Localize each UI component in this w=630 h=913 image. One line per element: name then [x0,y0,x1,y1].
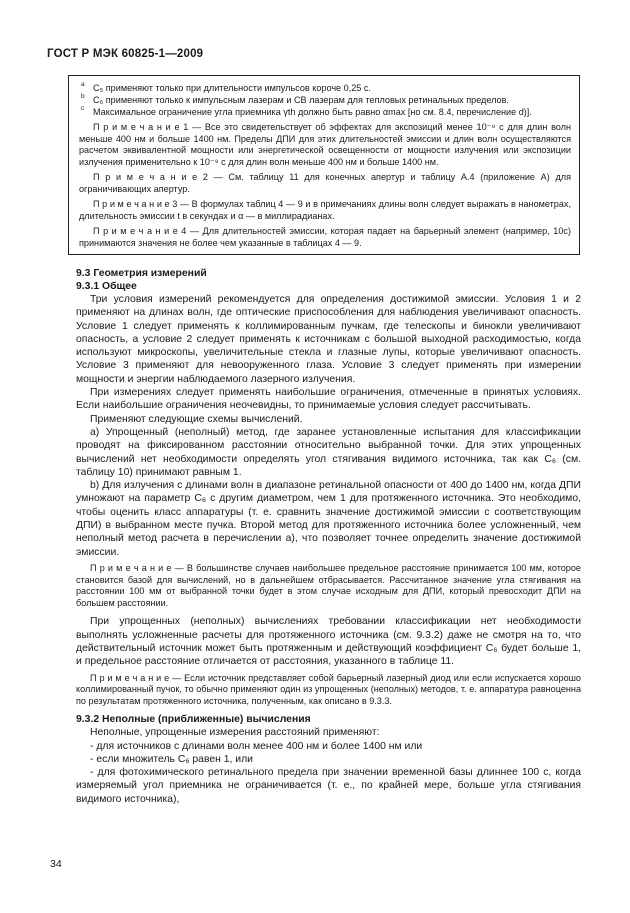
paragraph: b) Для излучения с длинами волн в диапазоне ретинальной опасности от 400 до 1400 нм, когда ДПИ умножают на параметр C₆ с другим диаметром, чем 1 для протяженного источника. Это необходимо, чтобы оценить класс аппаратуры (т. е. сравнить значение достижимой эмиссии с соответствующим ДПИ) в выбранном месте пучка. Второй метод для протяженного источника более усложненный, чем неполный метод расчета в перечислении a), что позволяет точнее определить значение достижимой эмиссии. [76,480,581,558]
note-a [76,563,581,609]
note-label: П р и м е ч а н и е 2 [93,172,208,182]
note-text: — Если источник представляет собой барьерный лазерный диод или если испускается хорошо коллимированный пучок, то обычно применяют один из упрощенных (неполных) методов, т. е. аппаратура равноценна по результатам протяженного источника, полученным, как описано в 9.3.3. [76,672,581,706]
note-1 [79,122,571,168]
footnote-b [79,94,571,106]
footnote-text: C₅ применяют только при длительности импульсов короче 0,25 с. [93,83,371,93]
note-text: — В формулах таблиц 4 — 9 и в примечаниях длины волн следует выражать в нанометрах, длительность эмиссии t в секундах и α — в миллирадианах. [79,199,571,221]
note-label: П р и м е ч а н и е 3 [93,199,178,209]
table-footnotes-box [68,75,580,255]
note-4 [79,226,571,249]
document-header: ГОСТ Р МЭК 60825-1—2009 [47,48,204,60]
section-9-3-2-title: 9.3.2 Неполные (приближенные) вычисления [76,714,311,726]
footnote-mark: c [81,105,85,112]
footnote-mark: b [81,93,85,100]
list-item: - для источников с длинами волн менее 400 нм и более 1400 нм или [90,740,423,752]
footnote-c [79,106,571,118]
page-number: 34 [50,858,62,870]
paragraph: При измерениях следует применять наибольшие ограничения, отмеченные в принятых условиях. Если наибольшие ограничения неочевидны, то принимаемые условия следует рассчитывать. [76,387,581,412]
note-text: — Для длительностей эмиссии, которая падает на барьерный элемент (например, 10с) принимаются значения не более чем указанные в таблицах 4 — 9. [79,226,571,248]
section-9-3-1-title: 9.3.1 Общее [76,281,137,292]
note-b [76,673,581,708]
note-label: П р и м е ч а н и е 1 [93,122,189,132]
paragraph: Применяют следующие схемы вычислений. [90,413,303,425]
note-label: П р и м е ч а н и е 4 [93,226,187,236]
list-item: - если множитель C₆ равен 1, или [90,753,253,765]
footnote-text: C₆ применяют только к импульсным лазерам и СВ лазерам для тепловых ретинальных пределов. [93,95,509,105]
note-text: — Все это свидетельствует об эффектах для экспозиций менее 10⁻⁹ с для длин волн меньше 400 нм и больше 1400 нм. Пределы ДПИ для этих длительностей эмиссии и длин волн осуществляются расчетом эквивалентной мощности или энергетической освещенности от мощности излучения или экспозиции излучения применительно к 10⁻⁹ с для длин волн меньше 400 нм и больше 1400 нм. [79,122,571,167]
note-text: — В большинстве случаев наибольшее предельное расстояние принимается 100 мм, которое становится базой для вычислений, но в дальнейшем отбрасывается. Рассчитанное значение угла стягивания на расстоянии 100 мм от выбранной точки будет в этом случае исходным для ДПИ, который превосходит ДПИ на большем расстоянии. [76,562,581,608]
footnote-a [79,82,571,94]
list-item: - для фотохимического ретинального предела при значении временной базы длиннее 100 с, когда измеряемый угол приемника не ограничивается (т. е., по крайней мере, больше угла стягивания видимого источника), [76,767,581,805]
section-9-3-title: 9.3 Геометрия измерений [76,268,207,279]
footnote-text: Максимальное ограничение угла приемника γth должно быть равно αmax [но см. 8.4, перечисление d)]. [93,107,532,117]
note-text: — См. таблицу 11 для конечных апертур и таблицу А.4 (приложение А) для ограничивающих апертур. [79,172,571,194]
paragraph: Три условия измерений рекомендуется для определения достижимой эмиссии. Условия 1 и 2 применяют на длинах волн, где оптические приспособления для наблюдения увеличивают опасность. Условие 1 следует применять к коллимированным пучкам, где телескопы и бинокли увеличивают опасность, а условие 2 следует применять к источникам с большой выходной расходимостью, когда используют микроскопы, увеличительные стекла и глазные лупы, которые увеличивают опасность. Условие 3 применяют для невооруженного глаза. Условие 3 следует применять при измерении мощности и энергии наблюдаемого лазерного излучения. [76,294,581,385]
note-label: П р и м е ч а н и е [90,672,170,683]
note-3 [79,199,571,222]
note-label: П р и м е ч а н и е [90,562,172,573]
footnote-mark: a [81,81,85,88]
paragraph: a) Упрощенный (неполный) метод, где заранее установленные испытания для классификации проводят на фиксированном расстоянии относительно выбранной точки. Для этих упрощенных вычислений нет необходимости определять угол стягивания видимого источника, так как C₆ (см. таблицу 10) принимают равным 1. [76,426,581,478]
paragraph: При упрощенных (неполных) вычислениях требовании классификации нет необходимости выполнять усложненные расчеты для протяженного источника (см. 9.3.2) даже не смотря на то, что действительный источник может быть протяженным и действующий коэффициент C₆ будет больше 1, и предельное расстояние отличается от расстояния, указанного в таблице 11. [76,616,581,668]
paragraph: Неполные, упрощенные измерения расстояний применяют: [90,727,380,739]
main-content [76,267,581,806]
note-2 [79,172,571,195]
